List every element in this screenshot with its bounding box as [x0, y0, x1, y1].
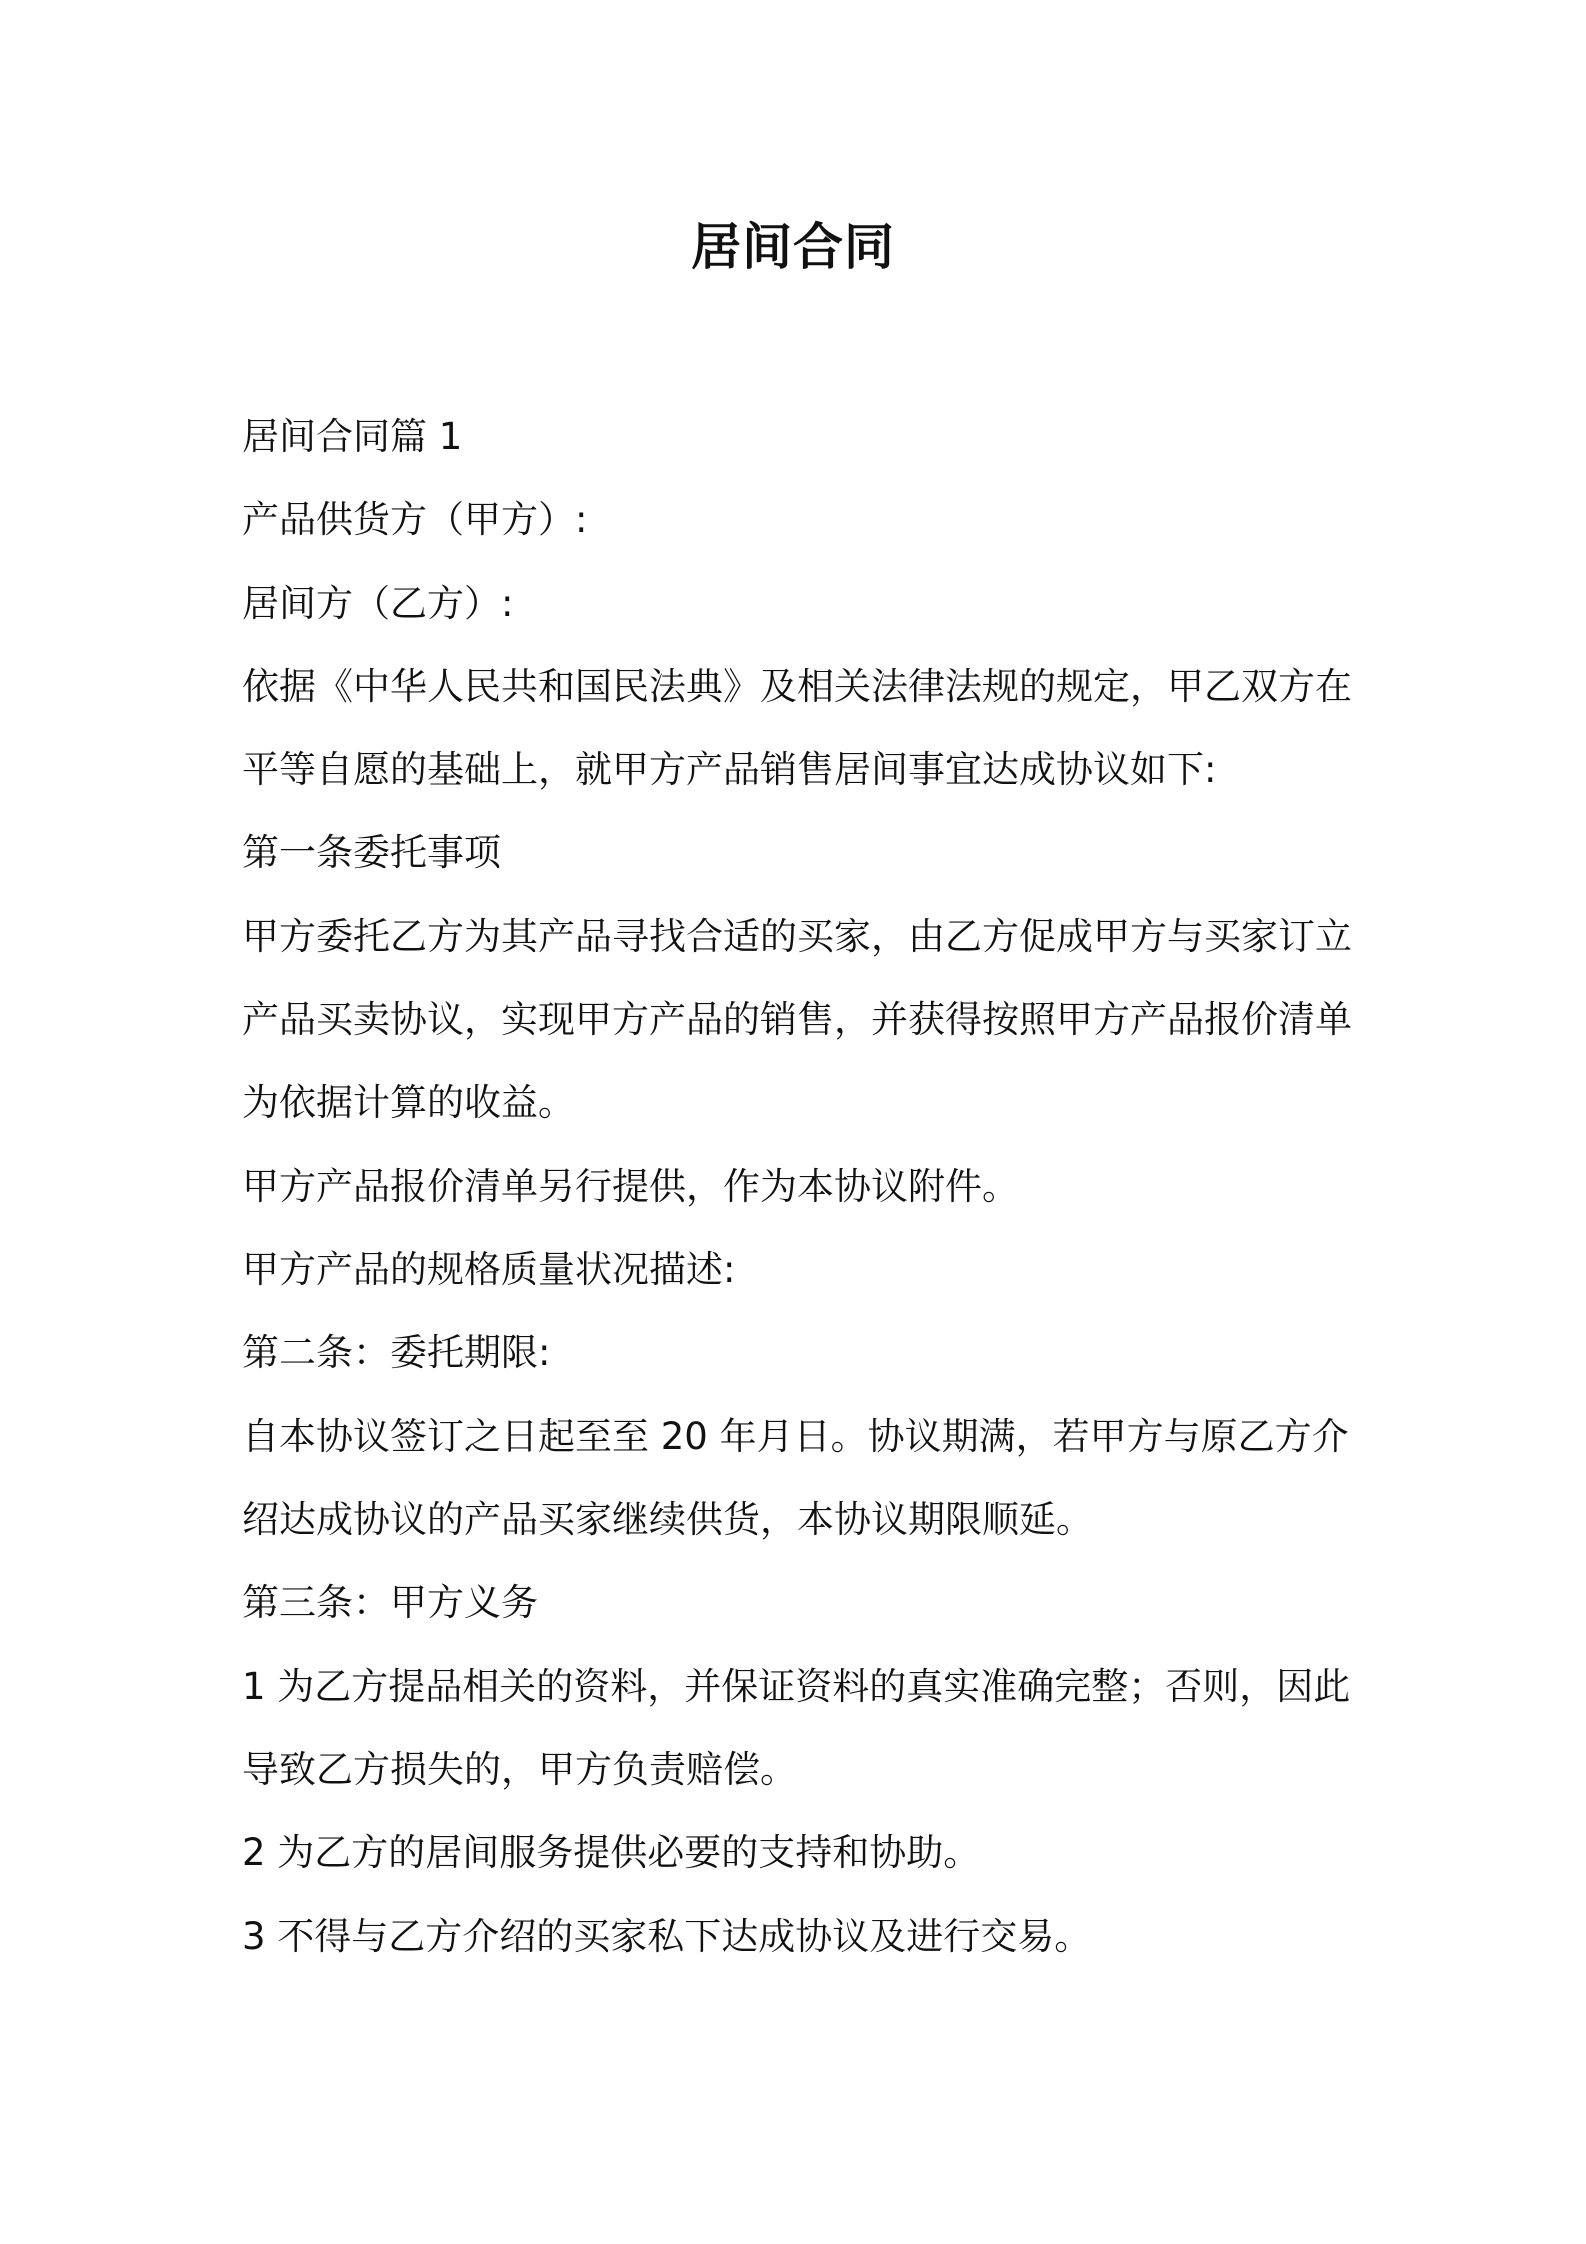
body-text-line: 3 不得与乙方介绍的买家私下达成协议及进行交易。	[242, 1915, 1092, 1958]
body-text-line: 产品买卖协议，实现甲方产品的销售，并获得按照甲方产品报价清单	[242, 998, 1352, 1041]
section-heading: 居间合同篇 1	[242, 415, 463, 458]
body-text-line: 绍达成协议的产品买家继续供货，本协议期限顺延。	[242, 1498, 1093, 1541]
body-text-line: 1 为乙方提品相关的资料，并保证资料的真实准确完整；否则，因此	[242, 1665, 1351, 1708]
body-text-line: 2 为乙方的居间服务提供必要的支持和协助。	[242, 1831, 981, 1874]
body-text-line: 平等自愿的基础上，就甲方产品销售居间事宜达成协议如下:	[242, 748, 1217, 791]
party-a-line: 产品供货方（甲方）:	[242, 498, 588, 541]
body-text-line: 为依据计算的收益。	[242, 1081, 575, 1124]
body-text-line: 甲方产品的规格质量状况描述:	[242, 1248, 736, 1291]
body-text-line: 自本协议签订之日起至至 20 年月日。协议期满，若甲方与原乙方介	[242, 1415, 1349, 1458]
body-text-line: 导致乙方损失的，甲方负责赔偿。	[242, 1748, 797, 1791]
article-heading: 第三条：甲方义务	[242, 1581, 538, 1624]
body-text-line: 依据《中华人民共和国民法典》及相关法律法规的规定，甲乙双方在	[242, 665, 1352, 708]
body-text-line: 甲方委托乙方为其产品寻找合适的买家，由乙方促成甲方与买家订立	[242, 915, 1352, 958]
body-text-line: 甲方产品报价清单另行提供，作为本协议附件。	[242, 1165, 1019, 1208]
document-title: 居间合同	[691, 218, 895, 276]
party-b-line: 居间方（乙方）:	[242, 582, 514, 625]
article-heading: 第一条委托事项	[242, 831, 501, 874]
article-heading: 第二条：委托期限:	[242, 1331, 551, 1374]
